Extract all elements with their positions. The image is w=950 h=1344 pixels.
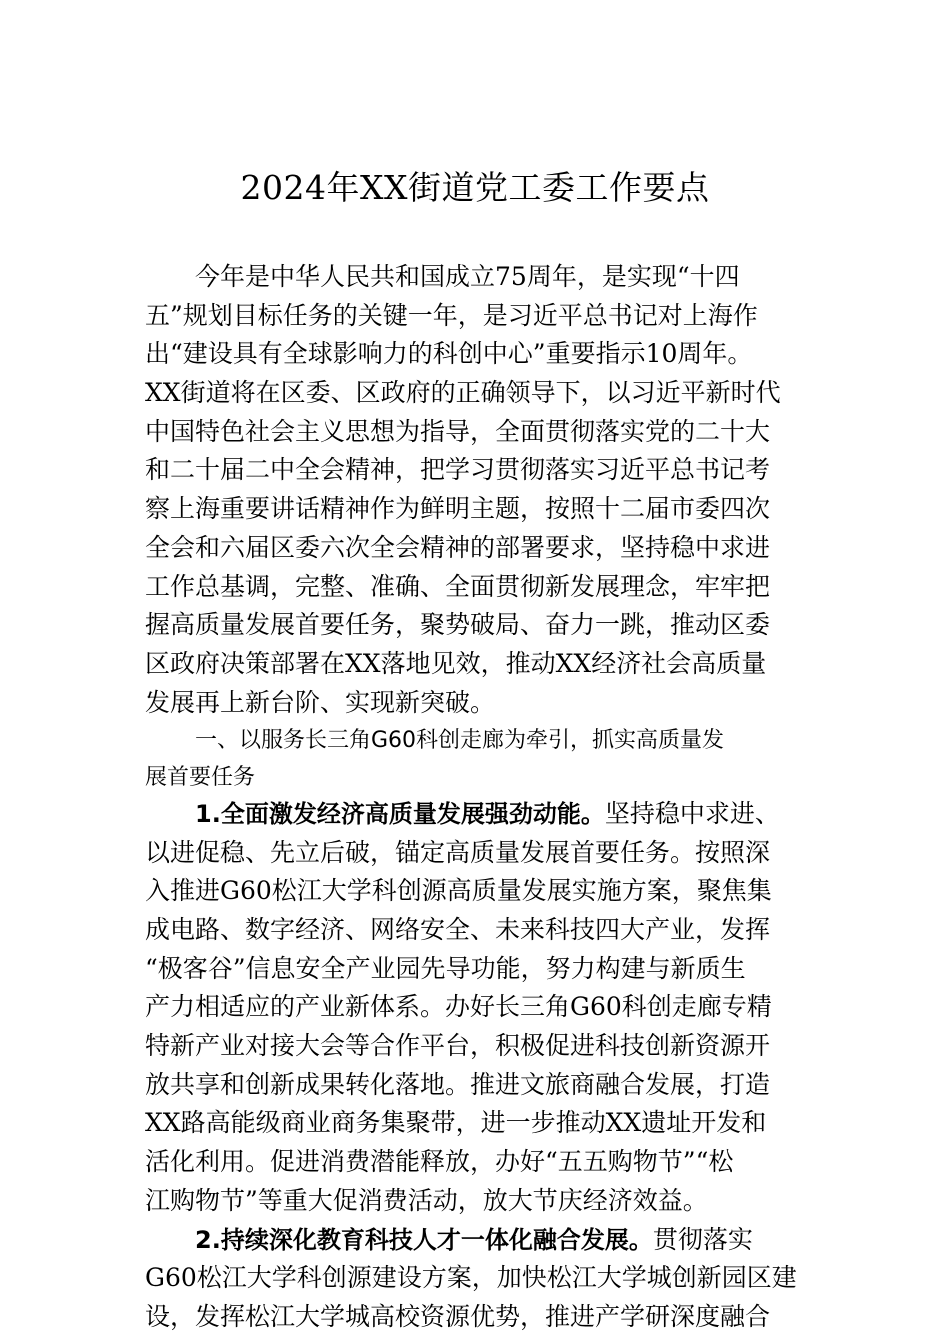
paragraph-line: 今年是中华人民共和国成立75周年，是实现“十四	[195, 262, 740, 291]
paragraph-line: 设，发挥松江大学城高校资源优势，推进产学研深度融合	[145, 1301, 771, 1331]
paragraph-line: “极客谷”信息安全产业园先导功能，努力构建与新质生	[145, 953, 746, 983]
paragraph-line: 出“建设具有全球影响力的科创中心”重要指示10周年。	[145, 339, 753, 369]
paragraph-line: 活化利用。促进消费潜能释放，办好“五五购物节”“松	[145, 1147, 734, 1177]
paragraph-line: 握高质量发展首要任务，聚势破局、奋力一跳，推动区委	[145, 610, 771, 640]
paragraph-line: 入推进G60松江大学科创源高质量发展实施方案，聚焦集	[145, 876, 772, 906]
item-lead-rest: 坚持稳中求进、	[604, 798, 780, 828]
paragraph-line: 成电路、数字经济、网络安全、未来科技四大产业，发挥	[145, 915, 771, 944]
paragraph-line: 特新产业对接大会等合作平台，积极促进科技创新资源开	[145, 1031, 771, 1061]
item-lead-bold: 2.持续深化教育科技人才一体化融合发展。	[195, 1225, 653, 1254]
item-lead-bold: 1.全面激发经济高质量发展强劲动能。	[195, 799, 605, 828]
paragraph-line: 五”规划目标任务的关键一年，是习近平总书记对上海作	[145, 300, 758, 330]
paragraph-line: 工作总基调，完整、准确、全面贯彻新发展理念，牢牢把	[145, 571, 771, 601]
paragraph-line: 江购物节”等重大促消费活动，放大节庆经济效益。	[145, 1185, 708, 1215]
paragraph-line: 发展再上新台阶、实现新突破。	[145, 687, 496, 717]
paragraph-line: G60松江大学科创源建设方案，加快松江大学城创新园区建	[145, 1263, 797, 1293]
document-body	[145, 258, 825, 1337]
item-first-line	[145, 1221, 825, 1260]
paragraph-line: 中国特色社会主义思想为指导，全面贯彻落实党的二十大	[145, 416, 771, 446]
item-first-line	[145, 795, 825, 834]
document-title: 2024年XX街道党工委工作要点	[240, 168, 710, 207]
paragraph-line: 以进促稳、先立后破，锚定高质量发展首要任务。按照深	[145, 837, 771, 867]
section-heading-continued: 展首要任务	[145, 764, 256, 790]
paragraph-line: 和二十届二中全会精神，把学习贯彻落实习近平总书记考	[145, 455, 771, 485]
paragraph-line: 全会和六届区委六次全会精神的部署要求，坚持稳中求进	[145, 532, 771, 562]
paragraph-line: XX街道将在区委、区政府的正确领导下，以习近平新时代	[145, 378, 781, 408]
section-heading: 一、以服务长三角G60科创走廊为牵引，抓实高质量发	[195, 728, 725, 754]
item-lead-rest: 贯彻落实	[652, 1224, 753, 1254]
paragraph-line: 放共享和创新成果转化落地。推进文旅商融合发展，打造	[145, 1069, 771, 1099]
paragraph-line: 察上海重要讲话精神作为鲜明主题，按照十二届市委四次	[145, 494, 771, 524]
paragraph-line: 产力相适应的产业新体系。办好长三角G60科创走廊专精	[145, 992, 772, 1022]
paragraph-line: 区政府决策部署在XX落地见效，推动XX经济社会高质量	[145, 648, 767, 678]
paragraph-line: XX路高能级商业商务集聚带，进一步推动XX遗址开发和	[145, 1108, 767, 1138]
